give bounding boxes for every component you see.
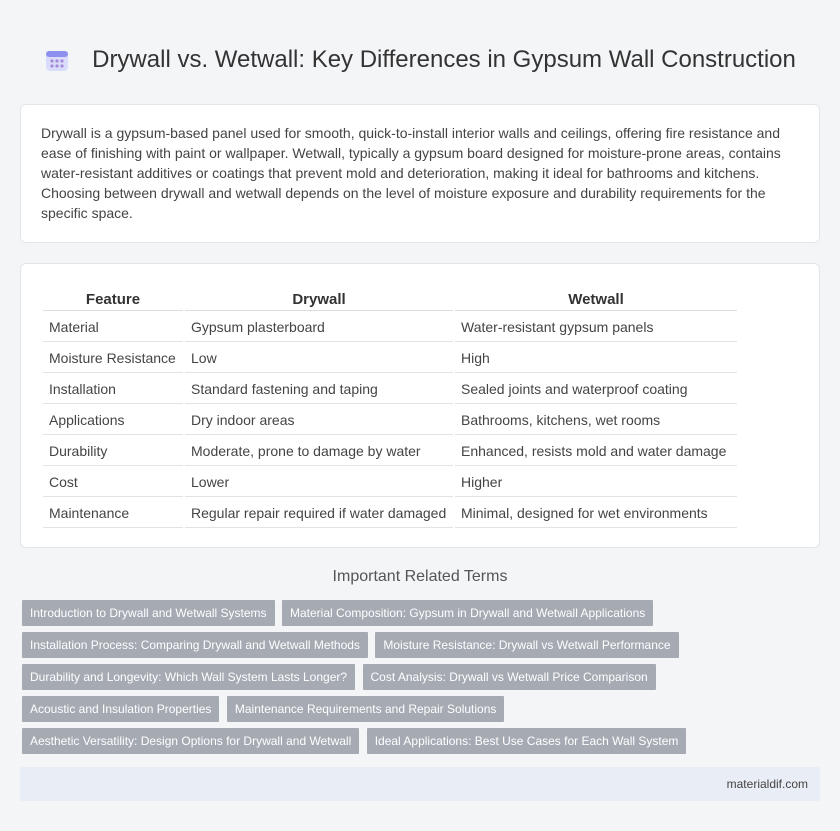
- related-term-tag[interactable]: Moisture Resistance: Drywall vs Wetwall Performance: [375, 632, 678, 658]
- table-header-row: [43, 286, 737, 311]
- related-term-tag[interactable]: Ideal Applications: Best Use Cases for Each Wall System: [367, 728, 687, 754]
- related-term-tag[interactable]: Cost Analysis: Drywall vs Wetwall Price Comparison: [363, 664, 656, 690]
- footer-site-link[interactable]: materialdif.com: [726, 777, 808, 791]
- related-term-tag[interactable]: Introduction to Drywall and Wetwall Systems: [22, 600, 275, 626]
- feature-cell: Cost: [43, 468, 183, 497]
- related-terms-title: Important Related Terms: [332, 568, 508, 585]
- table-row: [43, 499, 737, 528]
- calendar-icon: [44, 47, 70, 73]
- feature-cell: Material: [43, 313, 183, 342]
- intro-card: [20, 104, 820, 243]
- column-header-feature: Feature: [43, 286, 183, 311]
- related-terms-list: [22, 600, 818, 760]
- related-term-tag[interactable]: Maintenance Requirements and Repair Solutions: [227, 696, 505, 722]
- related-term-tag[interactable]: Acoustic and Insulation Properties: [22, 696, 219, 722]
- drywall-cell: Low: [185, 344, 453, 373]
- column-header-drywall: Drywall: [185, 286, 453, 311]
- intro-text: Drywall is a gypsum-based panel used for smooth, quick-to-install interior walls and ceilings, offering fire resistance and ease of finishing with paint or wallpaper. Wetwall, typically a gypsum board designed for moisture-prone areas, contains water-resistant additives or coatings that prevent mold and deterioration, making it ideal for bathrooms and kitchens. Choosing between drywall and wetwall depends on the level of moisture exposure and durability requirements for the specific space.: [41, 125, 781, 221]
- related-term-tag[interactable]: Durability and Longevity: Which Wall System Lasts Longer?: [22, 664, 355, 690]
- wetwall-cell: High: [455, 344, 737, 373]
- table-row: [43, 468, 737, 497]
- wetwall-cell: Enhanced, resists mold and water damage: [455, 437, 737, 466]
- wetwall-cell: Higher: [455, 468, 737, 497]
- drywall-cell: Dry indoor areas: [185, 406, 453, 435]
- footer: [20, 767, 820, 801]
- comparison-table: [41, 284, 739, 530]
- table-row: [43, 375, 737, 404]
- feature-cell: Moisture Resistance: [43, 344, 183, 373]
- wetwall-cell: Bathrooms, kitchens, wet rooms: [455, 406, 737, 435]
- drywall-cell: Moderate, prone to damage by water: [185, 437, 453, 466]
- table-row: [43, 313, 737, 342]
- wetwall-cell: Water-resistant gypsum panels: [455, 313, 737, 342]
- drywall-cell: Gypsum plasterboard: [185, 313, 453, 342]
- feature-cell: Installation: [43, 375, 183, 404]
- comparison-table-card: [20, 263, 820, 548]
- table-row: [43, 437, 737, 466]
- drywall-cell: Standard fastening and taping: [185, 375, 453, 404]
- drywall-cell: Regular repair required if water damaged: [185, 499, 453, 528]
- page-header: [20, 30, 820, 90]
- table-row: [43, 344, 737, 373]
- wetwall-cell: Minimal, designed for wet environments: [455, 499, 737, 528]
- drywall-cell: Lower: [185, 468, 453, 497]
- page-title: Drywall vs. Wetwall: Key Differences in Gypsum Wall Construction: [92, 46, 796, 73]
- related-term-tag[interactable]: Installation Process: Comparing Drywall and Wetwall Methods: [22, 632, 368, 658]
- table-row: [43, 406, 737, 435]
- related-term-tag[interactable]: Material Composition: Gypsum in Drywall and Wetwall Applications: [282, 600, 653, 626]
- related-term-tag[interactable]: Aesthetic Versatility: Design Options for Drywall and Wetwall: [22, 728, 359, 754]
- feature-cell: Maintenance: [43, 499, 183, 528]
- feature-cell: Applications: [43, 406, 183, 435]
- feature-cell: Durability: [43, 437, 183, 466]
- column-header-wetwall: Wetwall: [455, 286, 737, 311]
- wetwall-cell: Sealed joints and waterproof coating: [455, 375, 737, 404]
